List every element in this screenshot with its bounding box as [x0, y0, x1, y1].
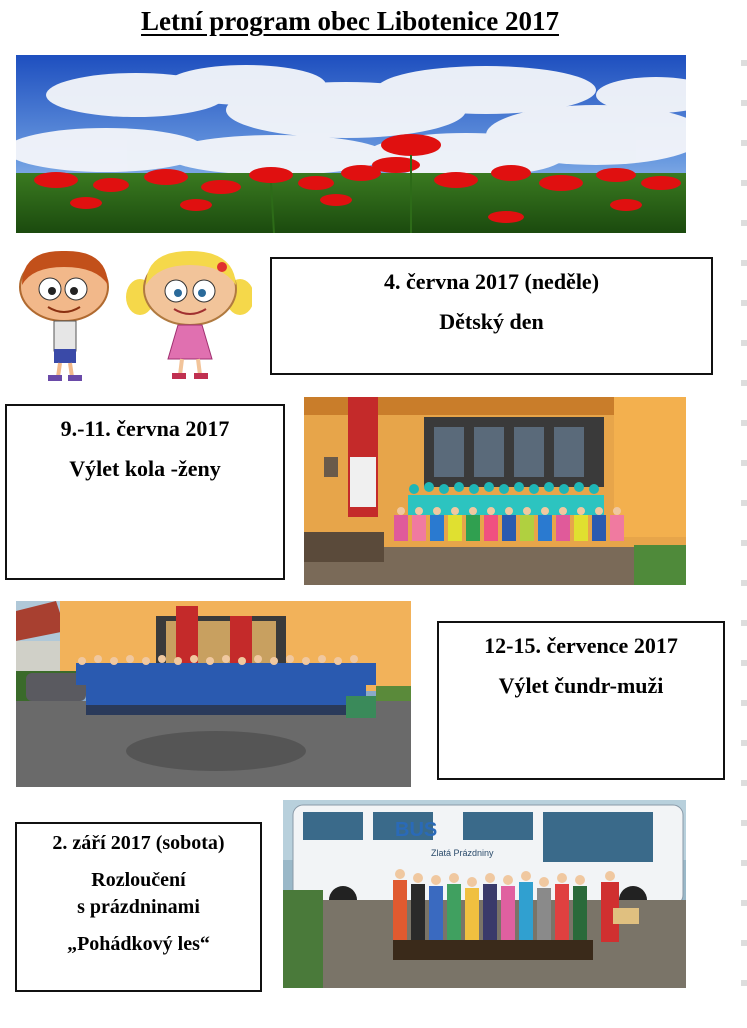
event-name-line3: „Pohádkový les“ [67, 933, 210, 955]
cartoon-children-illustration [12, 245, 252, 385]
event-box-farewell-summer [15, 822, 262, 992]
event-box-bike-trip-women [5, 404, 285, 580]
men-group-photo [16, 601, 411, 787]
event-date: 2. září 2017 (sobota) [52, 832, 225, 854]
event-date: 4. června 2017 (neděle) [383, 269, 600, 294]
event-name-line1: Rozloučení [91, 869, 186, 891]
page-edge-stripe [741, 60, 747, 990]
event-date: 9.-11. června 2017 [60, 416, 230, 441]
bus-sign-text: Zlatá Prázdniny [431, 848, 494, 858]
event-name: Výlet kola -ženy [69, 456, 221, 481]
poppy-field-image [16, 55, 686, 233]
bus-kids-photo [283, 800, 686, 988]
event-box-hiking-men [437, 621, 725, 780]
page-title: Letní program obec Libotenice 2017 [141, 6, 559, 36]
bus-logo-text: BUS [395, 819, 438, 841]
event-name: Dětský den [439, 309, 544, 334]
women-group-photo [304, 397, 686, 585]
event-name: Výlet čundr-muži [498, 673, 664, 698]
poppy-field-banner [16, 55, 686, 233]
cartoon-girl-icon [126, 251, 252, 379]
event-date: 12-15. července 2017 [484, 633, 678, 658]
event-box-childrens-day [270, 257, 713, 375]
cartoon-boy-icon [20, 251, 108, 381]
event-name-line2: s prázdninami [77, 896, 200, 918]
